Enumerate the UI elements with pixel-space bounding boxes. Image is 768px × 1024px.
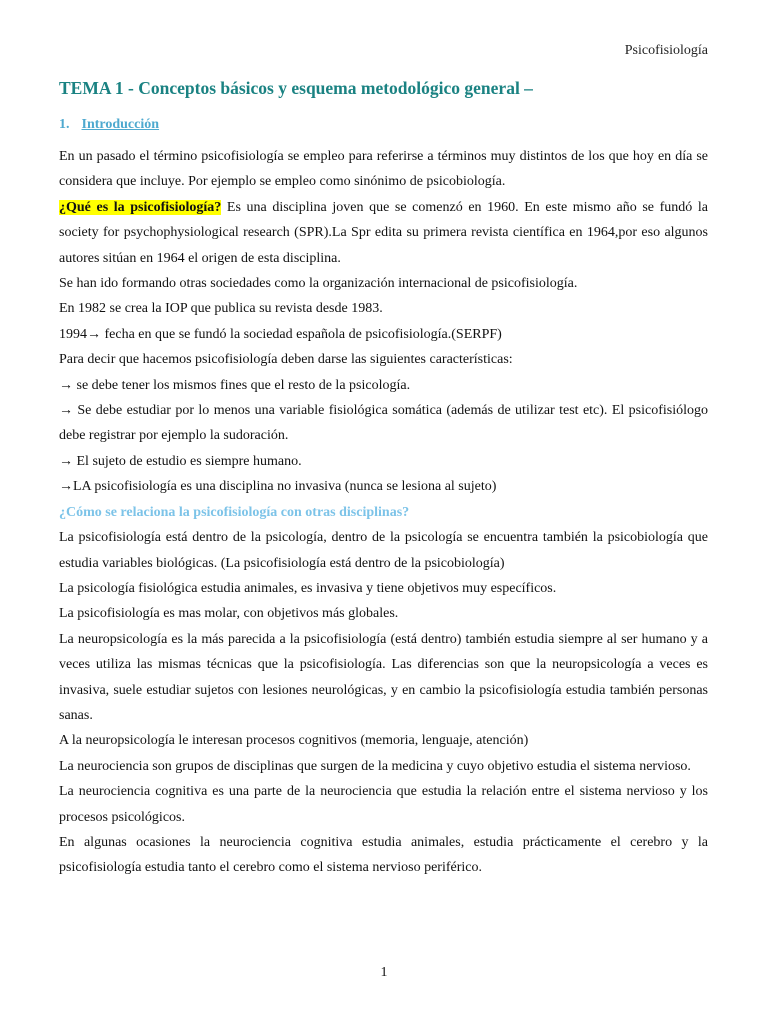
bullet-item: → se debe tener los mismos fines que el resto de la psicología. — [59, 377, 411, 393]
paragraph: La neurociencia son grupos de disciplinas que surgen de la medicina y cuyo objetivo estudia el sistema nervioso. — [59, 758, 691, 774]
paragraph: En algunas ocasiones la neurociencia cognitiva estudia animales, estudia prácticamente el cerebro y la psicofisiología estudia tanto el cerebro como el sistema nervioso periférico. — [59, 834, 708, 876]
subheading-question: ¿Cómo se relaciona la psicofisiología con otras disciplinas? — [59, 504, 410, 520]
section-heading — [59, 115, 708, 135]
paragraph: A la neuropsicología le interesan procesos cognitivos (memoria, lenguaje, atención) — [59, 733, 529, 749]
running-header: Psicofisiología — [624, 43, 708, 58]
paragraph: La psicología fisiológica estudia animales, es invasiva y tiene objetivos muy específicos. — [59, 580, 557, 596]
section-number: 1. — [59, 117, 70, 132]
highlighted-question: ¿Qué es la psicofisiología? — [59, 199, 222, 215]
paragraph: En un pasado el término psicofisiología se empleo para referirse a términos muy distintos de los que hoy en día se considera que incluye. Por ejemplo se empleo como sinónimo de psicobiología. — [59, 149, 708, 190]
page-number: 1 — [380, 965, 388, 980]
paragraph: 1994→ fecha en que se fundó la sociedad española de psicofisiología.(SERPF) — [59, 326, 502, 342]
section-label: Introducción — [81, 117, 160, 132]
document-title: TEMA 1 - Conceptos básicos y esquema metodológico general – — [59, 78, 533, 98]
bullet-item: → Se debe estudiar por lo menos una variable fisiológica somática (además de utilizar test etc). El psicofisiólogo debe registrar por ejemplo la sudoración. — [59, 403, 708, 444]
bullet-item: → El sujeto de estudio es siempre humano. — [59, 453, 302, 469]
paragraph: La psicofisiología es mas molar, con objetivos más globales. — [59, 606, 399, 622]
paragraph: Para decir que hacemos psicofisiología deben darse las siguientes características: — [59, 352, 513, 368]
paragraph-text: Es una disciplina joven que se comenzó en 1960. En este mismo año se fundó la society for psychophysiological research (SPR).La Spr edita su primera revista científica en 1964,por eso algunos autores sitúan en 1964 el origen de esta disciplina. — [59, 199, 708, 266]
document-body — [59, 75, 708, 881]
paragraph — [59, 195, 708, 271]
paragraph: En 1982 se crea la IOP que publica su revista desde 1983. — [59, 301, 383, 317]
paragraph: La neurociencia cognitiva es una parte de la neurociencia que estudia la relación entre el sistema nervioso y los procesos psicológicos. — [59, 784, 708, 825]
paragraph: La psicofisiología está dentro de la psicología, dentro de la psicología se encuentra también la psicobiología que estudia variables biológicas. (La psicofisiología está dentro de la psicobiología) — [59, 530, 708, 571]
paragraph: La neuropsicología es la más parecida a la psicofisiología (está dentro) también estudia siempre al ser humano y a veces utiliza las mismas técnicas que la psicofisiología. Las diferencias son que la neuropsicología a veces es invasiva, suele estudiar sujetos con lesiones neurológicas, y en cambio la psicofisiología estudia también personas sanas. — [59, 631, 708, 723]
bullet-item: →LA psicofisiología es una disciplina no invasiva (nunca se lesiona al sujeto) — [59, 479, 497, 495]
paragraph: Se han ido formando otras sociedades como la organización internacional de psicofisiología. — [59, 276, 578, 292]
